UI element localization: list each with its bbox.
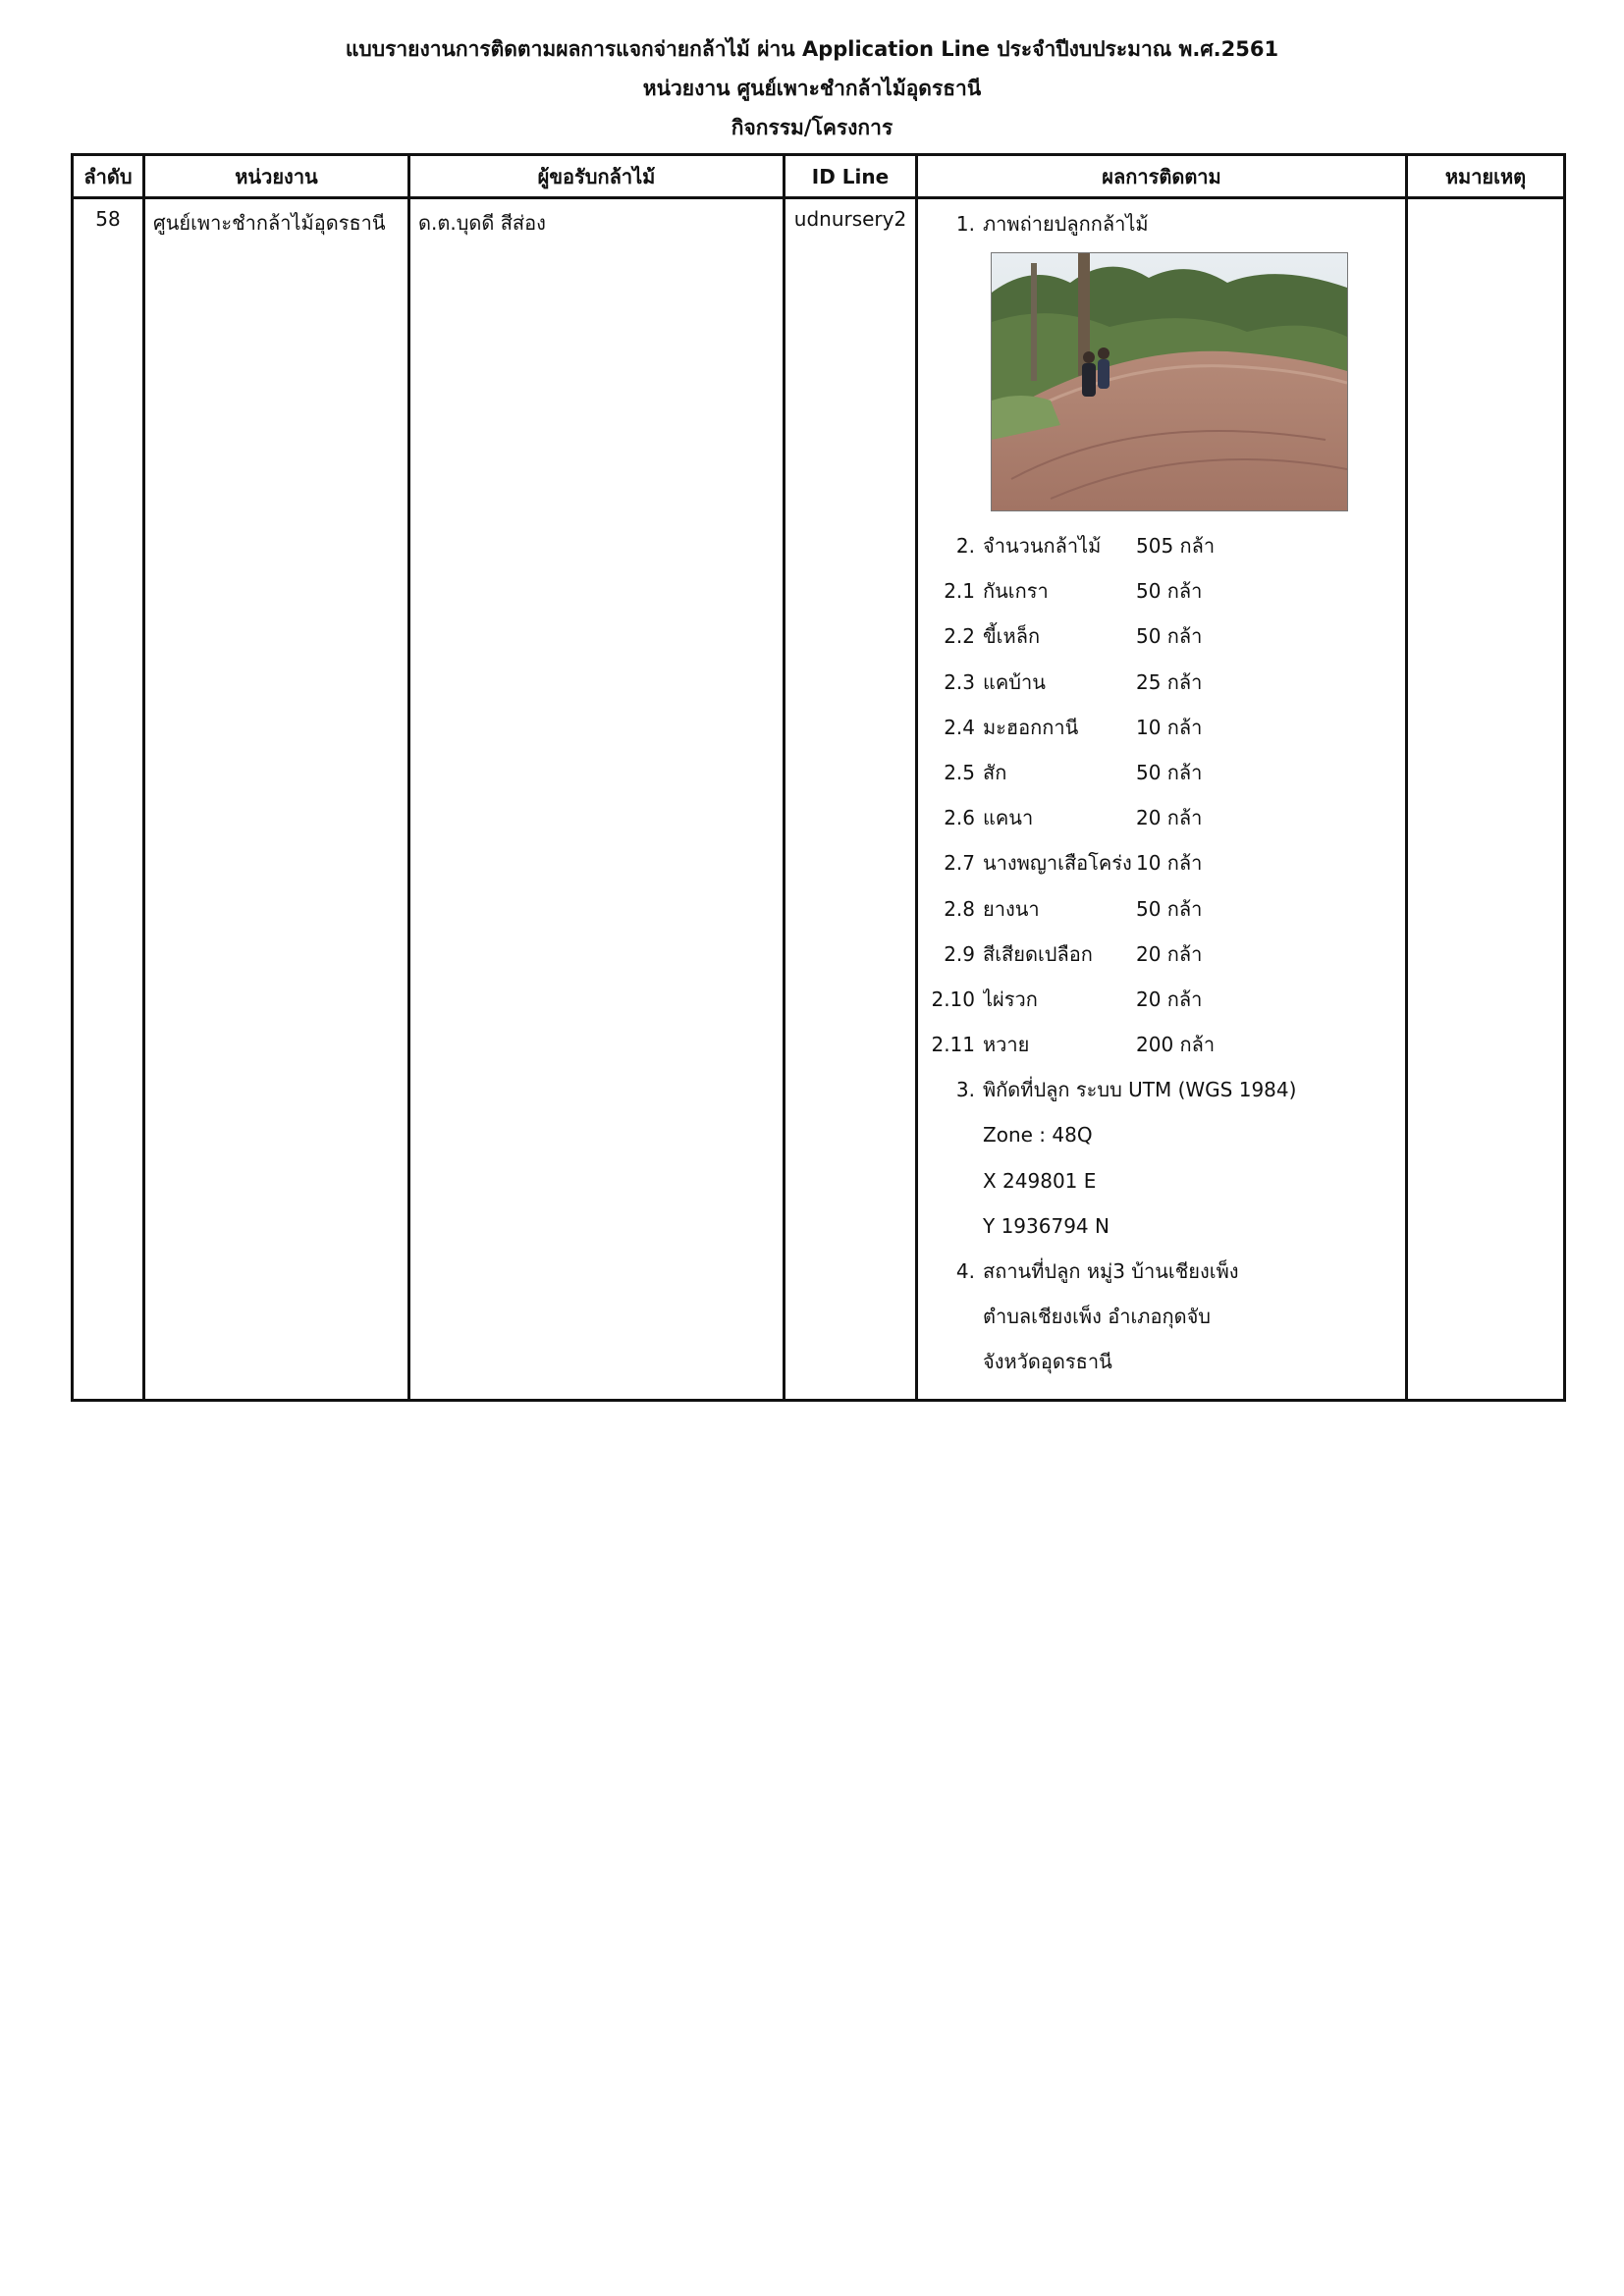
location-line-1: สถานที่ปลูก หมู่3 บ้านเชียงเพ็ง xyxy=(983,1259,1239,1283)
species-count: 20 กล้า xyxy=(1136,987,1203,1011)
result-location-item xyxy=(926,1255,1397,1300)
species-num: 2.2 xyxy=(944,624,975,649)
species-num: 2.10 xyxy=(931,987,975,1011)
species-name: สัก xyxy=(983,760,1007,784)
species-item xyxy=(926,711,1397,756)
species-item xyxy=(926,756,1397,801)
report-activity: กิจกรรม/โครงการ xyxy=(731,116,893,139)
result-photo-label: ภาพถ่ายปลูกกล้าไม้ xyxy=(983,212,1149,236)
species-count: 10 กล้า xyxy=(1136,851,1203,876)
species-item xyxy=(926,892,1397,937)
coords-zone: Zone : 48Q xyxy=(983,1123,1093,1148)
species-num: 2.9 xyxy=(944,941,975,966)
result-count-num: 2. xyxy=(955,534,975,558)
species-count: 25 กล้า xyxy=(1136,669,1203,694)
result-count-value: 505 กล้า xyxy=(1136,534,1216,558)
species-num: 2.7 xyxy=(944,851,975,876)
table-header-row xyxy=(73,155,1565,198)
species-name: ไผ่รวก xyxy=(983,987,1038,1011)
species-name: หวาย xyxy=(983,1033,1030,1057)
report-table xyxy=(71,153,1566,1402)
coords-x: X 249801 E xyxy=(983,1168,1097,1193)
result-location-num: 4. xyxy=(955,1259,975,1283)
species-name: มะฮอกกานี xyxy=(983,715,1079,739)
species-name: กันเกรา xyxy=(983,579,1049,604)
cell-remark xyxy=(1407,198,1565,1401)
result-photo-num: 1. xyxy=(955,212,975,236)
col-header-id-line: ID Line xyxy=(785,155,917,198)
species-name: สีเสียดเปลือก xyxy=(983,941,1093,966)
species-count: 50 กล้า xyxy=(1136,760,1203,784)
report-agency: หน่วยงาน ศูนย์เพาะชำกล้าไม้อุดรธานี xyxy=(642,77,982,100)
col-header-agency: หน่วยงาน xyxy=(144,155,409,198)
report-title: แบบรายงานการติดตามผลการแจกจ่ายกล้าไม้ ผ่าน Application Line ประจำปีงบประมาณ พ.ศ.2561 xyxy=(345,37,1279,61)
species-item xyxy=(926,846,1397,891)
species-num: 2.4 xyxy=(944,715,975,739)
coords-y: Y 1936794 N xyxy=(983,1213,1110,1238)
species-count: 10 กล้า xyxy=(1136,715,1203,739)
species-count: 50 กล้า xyxy=(1136,896,1203,921)
species-count: 50 กล้า xyxy=(1136,624,1203,649)
report-header xyxy=(0,29,1624,147)
species-item xyxy=(926,666,1397,711)
result-coords-label: พิกัดที่ปลูก ระบบ UTM (WGS 1984) xyxy=(983,1078,1297,1102)
species-item xyxy=(926,937,1397,983)
species-num: 2.1 xyxy=(944,579,975,604)
species-count: 200 กล้า xyxy=(1136,1033,1216,1057)
result-count-item xyxy=(926,529,1397,574)
planting-photo xyxy=(991,252,1348,511)
species-num: 2.11 xyxy=(931,1033,975,1057)
cell-result xyxy=(917,198,1407,1401)
species-name: แคบ้าน xyxy=(983,669,1046,694)
col-header-recipient: ผู้ขอรับกล้าไม้ xyxy=(409,155,785,198)
result-coords-item xyxy=(926,1073,1397,1118)
location-line-2: ตำบลเชียงเพ็ง อำเภอกุดจับ xyxy=(983,1305,1211,1329)
species-count: 20 กล้า xyxy=(1136,941,1203,966)
col-header-no: ลำดับ xyxy=(73,155,144,198)
species-item xyxy=(926,574,1397,619)
cell-recipient: ด.ต.บุดดี สีส่อง xyxy=(409,198,785,1401)
species-name: นางพญาเสือโคร่ง xyxy=(983,851,1132,876)
col-header-remark: หมายเหตุ xyxy=(1407,155,1565,198)
species-name: แคนา xyxy=(983,806,1034,830)
cell-no: 58 xyxy=(73,198,144,1401)
species-item xyxy=(926,619,1397,665)
location-line-3: จังหวัดอุดรธานี xyxy=(983,1350,1112,1374)
cell-agency: ศูนย์เพาะชำกล้าไม้อุดรธานี xyxy=(144,198,409,1401)
col-header-result: ผลการติดตาม xyxy=(917,155,1407,198)
result-count-label: จำนวนกล้าไม้ xyxy=(983,534,1102,558)
species-count: 50 กล้า xyxy=(1136,579,1203,604)
species-num: 2.8 xyxy=(944,896,975,921)
species-num: 2.5 xyxy=(944,760,975,784)
species-count: 20 กล้า xyxy=(1136,806,1203,830)
cell-id-line: udnursery2 xyxy=(785,198,917,1401)
species-num: 2.3 xyxy=(944,669,975,694)
species-name: ยางนา xyxy=(983,896,1040,921)
species-item xyxy=(926,1028,1397,1073)
species-num: 2.6 xyxy=(944,806,975,830)
species-list xyxy=(926,574,1397,1073)
table-row xyxy=(73,198,1565,1401)
species-name: ขี้เหล็ก xyxy=(983,624,1041,649)
species-item xyxy=(926,983,1397,1028)
result-coords-num: 3. xyxy=(955,1078,975,1102)
result-photo-item xyxy=(926,207,1397,240)
species-item xyxy=(926,801,1397,846)
